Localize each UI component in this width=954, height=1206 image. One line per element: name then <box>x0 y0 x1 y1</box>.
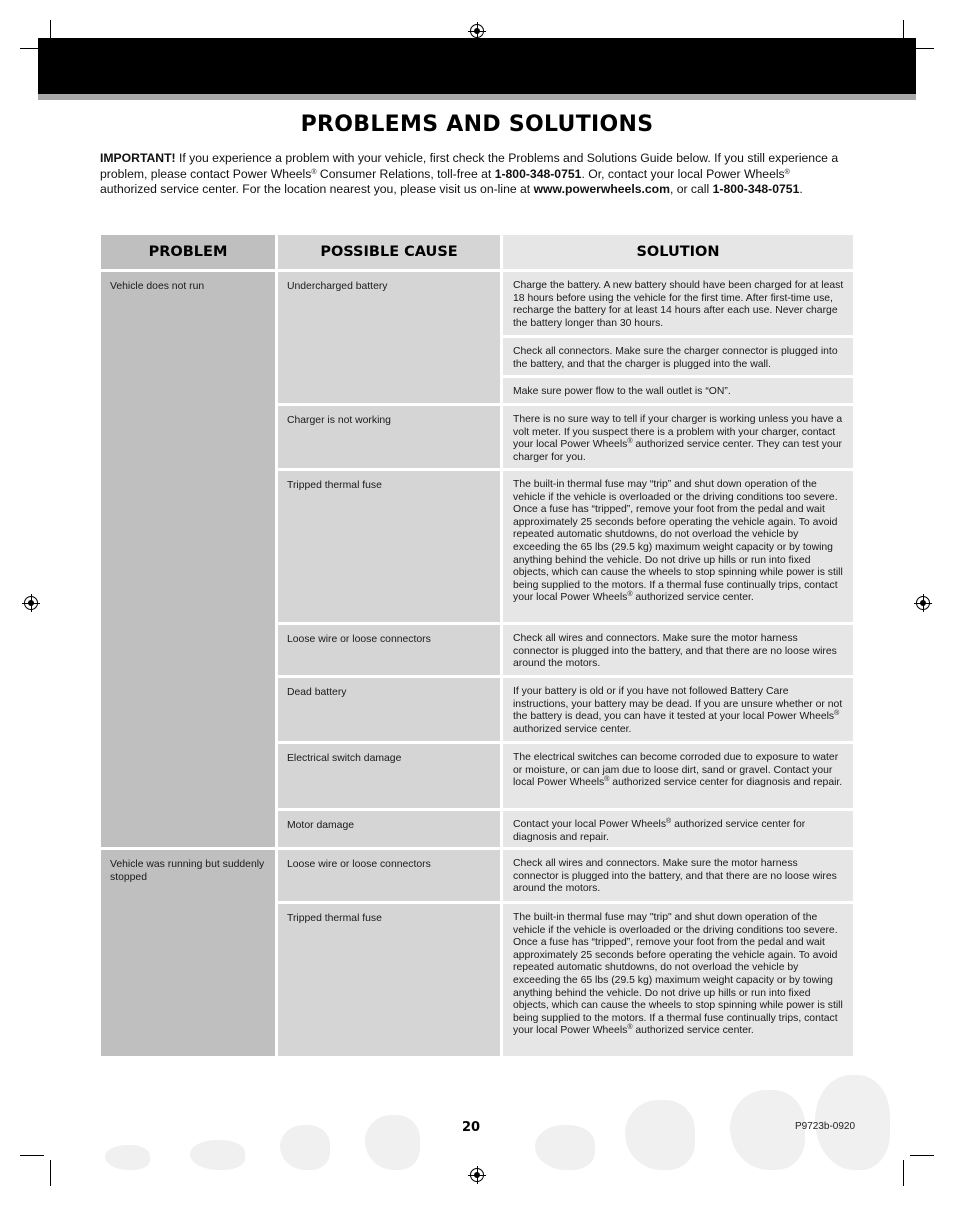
header-bar-shadow <box>38 94 916 100</box>
cause-cell: Charger is not working <box>278 406 500 468</box>
decorative-watermark <box>280 1125 330 1170</box>
crop-mark <box>903 1160 904 1186</box>
problem-cell: Vehicle was running but suddenly stopped <box>101 850 275 1056</box>
solution-text: The built-in thermal fuse may “trip” and shut down operation of the vehicle if the vehicle is overloaded or the driving conditions too severe. Once a fuse has “tripped”, remove your foot from the pedal and wait approximately 25 seconds before operating the vehicle again. To avoid repeated automatic shutdowns, do not overload the vehicle by exceeding the 65 lbs (29.5 kg) maximum weight capacity or by towing anything behind the vehicle. Do not drive up hills or run into fixed objects, which can cause the wheels to stop spinning while power is still being supplied to the motors. If a thermal fuse continually trips, contact your local Power Wheels <box>513 479 843 604</box>
decorative-watermark <box>535 1125 595 1170</box>
phone-number: 1-800-348-0751 <box>494 166 582 181</box>
solution-cell <box>503 471 853 622</box>
solution-text: Check all connectors. Make sure the charger connector is plugged into the battery, and that the charger is plugged into the wall. <box>513 346 838 370</box>
intro-text: , or call <box>669 182 713 196</box>
registered-mark: ® <box>784 168 790 176</box>
cause-cell: Motor damage <box>278 811 500 847</box>
solution-text: Check all wires and connectors. Make sure the motor harness connector is plugged into the battery, and that there are no loose wires around the motors. <box>513 858 837 895</box>
decorative-watermark <box>105 1145 150 1170</box>
solution-text: Charge the battery. A new battery should have been charged for at least 18 hours before using the vehicle for the first time. After first-time use, recharge the battery for at least 14 hours after each use. Never charge the battery longer than 30 hours. <box>513 280 844 329</box>
intro-text: . <box>799 182 803 196</box>
intro-paragraph <box>100 151 840 198</box>
decorative-watermark <box>190 1140 245 1170</box>
intro-text: authorized service center. For the location nearest you, please visit us on-line at <box>100 182 534 196</box>
intro-text: Consumer Relations, toll-free at <box>316 166 495 181</box>
registered-mark: ® <box>834 710 840 718</box>
phone-number: 1-800-348-0751 <box>712 182 800 196</box>
solution-cell <box>503 406 853 468</box>
solution-text: authorized service center for diagnosis and repair. <box>513 819 806 843</box>
solution-cell <box>503 625 853 675</box>
registered-mark: ® <box>604 776 610 784</box>
solution-cell <box>503 850 853 901</box>
solution-cell <box>503 338 853 375</box>
solution-text: Make sure power flow to the wall outlet is “ON”. <box>513 386 731 397</box>
solution-text: There is no sure way to tell if your charger is working unless you have a volt meter. If you suspect there is a problem with your charger, contact your local Power Wheels <box>513 414 843 451</box>
solution-text: authorized service center. They can test your charger for you. <box>513 439 842 463</box>
registration-mark-icon <box>470 24 484 38</box>
registered-mark: ® <box>627 438 633 446</box>
website-link[interactable]: www.powerwheels.com <box>533 182 670 196</box>
solution-cell <box>503 678 853 741</box>
solution-text: The electrical switches can become corroded due to exposure to water or moisture, or can jam due to loose dirt, sand or gravel. Contact your local Power Wheels <box>513 752 839 789</box>
header-solution: SOLUTION <box>503 235 853 269</box>
cause-cell: Loose wire or loose connectors <box>278 850 500 901</box>
intro-text: . Or, contact your local Power Wheels <box>581 166 785 181</box>
solution-text: authorized service center. <box>632 1025 754 1037</box>
intro-text: If you experience a problem with your vehicle, first check the Problems and Solutions Guide below. If you still experience a problem, please contact Power Wheels <box>100 151 839 181</box>
document-code: P9723b-0920 <box>795 1121 856 1132</box>
solution-cell <box>503 744 853 808</box>
header-bar <box>38 38 916 94</box>
solution-text: Check all wires and connectors. Make sure the motor harness connector is plugged into the battery, and that there are no loose wires around the motors. <box>513 633 837 670</box>
cause-cell: Tripped thermal fuse <box>278 904 500 1056</box>
solution-text: authorized service center. <box>513 723 632 735</box>
cause-cell: Electrical switch damage <box>278 744 500 808</box>
cause-cell: Tripped thermal fuse <box>278 471 500 622</box>
crop-mark <box>20 1155 44 1156</box>
registered-mark: ® <box>311 168 317 176</box>
decorative-watermark <box>730 1090 805 1170</box>
decorative-watermark <box>365 1115 420 1170</box>
cause-cell: Undercharged battery <box>278 272 500 403</box>
problem-cell: Vehicle does not run <box>101 272 275 847</box>
crop-mark <box>50 1160 51 1186</box>
registration-mark-icon <box>470 1168 484 1182</box>
solution-cell <box>503 378 853 403</box>
solution-cell <box>503 811 853 847</box>
decorative-watermark <box>625 1100 695 1170</box>
registered-mark: ® <box>627 591 633 599</box>
registered-mark: ® <box>627 1024 633 1032</box>
registered-mark: ® <box>666 818 672 825</box>
registration-mark-icon <box>916 596 930 610</box>
header-problem: PROBLEM <box>101 235 275 269</box>
cause-cell: Dead battery <box>278 678 500 741</box>
solution-text: Contact your local Power Wheels <box>513 819 667 830</box>
crop-mark <box>910 1155 934 1156</box>
header-possible-cause: POSSIBLE CAUSE <box>278 235 500 269</box>
solution-text: authorized service center for diagnosis and repair. <box>609 777 843 789</box>
registration-mark-icon <box>24 596 38 610</box>
solution-cell <box>503 272 853 335</box>
page-title: PROBLEMS AND SOLUTIONS <box>300 112 654 137</box>
page-number: 20 <box>462 1120 481 1135</box>
solution-text: The built-in thermal fuse may "trip" and shut down operation of the vehicle if the vehicle is overloaded or the driving conditions too severe. Once a fuse has “tripped”, remove your foot from the pedal and wait approximately 25 seconds before operating the vehicle again. To avoid repeated automatic shutdowns, do not overload the vehicle by exceeding the 65 lbs (29.5 kg) maximum weight capacity or by towing anything behind the vehicle. Do not drive up hills or run into fixed objects, which can cause the wheels to stop spinning while power is still being supplied to the motors. If a thermal fuse continually trips, contact your local Power Wheels <box>513 912 843 1037</box>
solution-text: authorized service center. <box>632 592 754 604</box>
solution-text: If your battery is old or if you have not followed Battery Care instructions, your battery may be dead. If you are unsure whether or not the battery is dead, you can have it tested at your local Power Wheels <box>513 686 843 723</box>
cause-cell: Loose wire or loose connectors <box>278 625 500 675</box>
important-label: IMPORTANT! <box>100 151 176 165</box>
solution-cell <box>503 904 853 1056</box>
